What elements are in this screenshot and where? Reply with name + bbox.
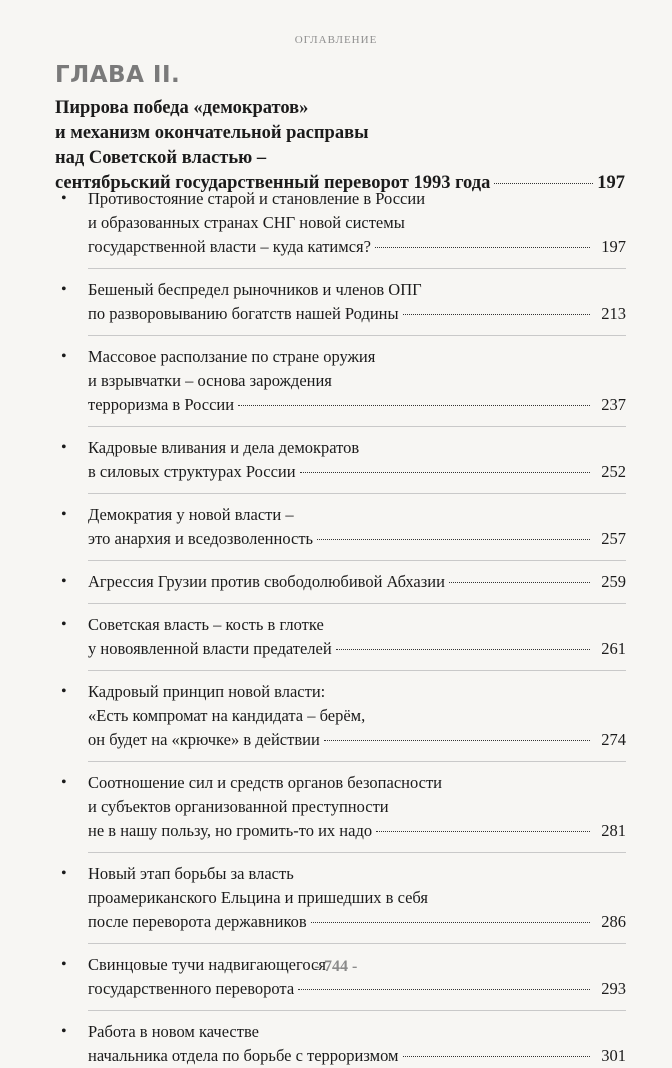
- bullet-icon: •: [61, 1023, 67, 1040]
- chapter-title-line: над Советской властью –: [55, 148, 267, 168]
- toc-entry-last-line: [78, 527, 626, 551]
- separator-line: [88, 943, 626, 944]
- toc-entry[interactable]: [61, 613, 626, 661]
- separator-line: [88, 268, 626, 269]
- toc-entry-line: государственной власти – куда катимся?: [88, 237, 371, 256]
- toc-page-number: 237: [601, 395, 626, 414]
- toc-separator: [78, 1010, 626, 1011]
- toc-entry[interactable]: [61, 862, 626, 934]
- toc-page-number: 259: [601, 572, 626, 591]
- toc-entry-line: Свинцовые тучи надвигающегося: [88, 955, 326, 974]
- dot-leader: [375, 247, 590, 248]
- toc-entry[interactable]: [61, 570, 626, 594]
- toc-entry[interactable]: [61, 771, 626, 843]
- toc-entry-last-line: [78, 393, 626, 417]
- separator-line: [88, 493, 626, 494]
- chapter-title: [55, 96, 625, 196]
- toc-entry-line: это анархия и вседозволенность: [88, 529, 314, 548]
- toc-entry-last-line: [78, 637, 626, 661]
- toc-page-number: 213: [601, 304, 626, 323]
- dot-leader: [336, 649, 590, 650]
- bullet-icon: •: [61, 956, 67, 973]
- dot-leader: [317, 539, 590, 540]
- toc-entry-line: Кадровый принцип новой власти:: [88, 682, 326, 701]
- toc-entry-line: он будет на «крючке» в действии: [88, 730, 320, 749]
- toc-entry-last-line: [78, 235, 626, 259]
- toc-entry-last-line: [78, 728, 626, 752]
- toc-page-number: 261: [601, 639, 626, 658]
- chapter-title-line: и механизм окончательной расправы: [55, 123, 369, 143]
- bullet-icon: •: [61, 573, 67, 590]
- toc-page-number: 257: [601, 529, 626, 548]
- toc-entry-last-line: [78, 460, 626, 484]
- toc-separator: [78, 761, 626, 762]
- separator-line: [88, 852, 626, 853]
- dot-leader: [494, 183, 593, 184]
- toc-page-number: 274: [601, 730, 626, 749]
- toc-separator: [78, 560, 626, 561]
- bullet-icon: •: [61, 774, 67, 791]
- toc-page-number: 293: [601, 979, 626, 998]
- toc-entry-last-line: [78, 570, 626, 594]
- chapter-title-line: сентябрьский государственный переворот 1993 года: [55, 173, 491, 193]
- dot-leader: [311, 922, 590, 923]
- toc-entry-line: у новоявленной власти предателей: [88, 639, 332, 658]
- toc-entry-line: Кадровые вливания и дела демократов: [88, 438, 360, 457]
- toc-entry[interactable]: [61, 278, 626, 326]
- dot-leader: [324, 740, 590, 741]
- chapter-page-number: 197: [597, 173, 625, 193]
- chapter-label: ГЛАВА II.: [55, 62, 181, 88]
- toc-separator: [78, 268, 626, 269]
- toc-separator: [78, 603, 626, 604]
- toc-entry[interactable]: [61, 503, 626, 551]
- toc-entry-line: и субъектов организованной преступности: [88, 797, 389, 816]
- toc-entry-line: начальника отдела по борьбе с терроризмом: [88, 1046, 399, 1065]
- toc-entry-line: Работа в новом качестве: [88, 1022, 259, 1041]
- running-head: ОГЛАВЛЕНИЕ: [294, 34, 378, 46]
- toc-entry-line: Бешеный беспредел рыночников и членов ОПГ: [88, 280, 422, 299]
- toc-entry-line: Агрессия Грузии против свободолюбивой Абхазии: [88, 572, 445, 591]
- toc-entry-line: Массовое расползание по стране оружия: [88, 347, 376, 366]
- toc-page-number: 197: [601, 237, 626, 256]
- toc-page-number: 281: [601, 821, 626, 840]
- dot-leader: [238, 405, 590, 406]
- toc-entry-line: после переворота державников: [88, 912, 307, 931]
- toc-separator: [78, 670, 626, 671]
- toc-entry-line: Советская власть – кость в глотке: [88, 615, 324, 634]
- toc-entry-line: «Есть компромат на кандидата – берём,: [88, 706, 366, 725]
- toc-entry-line: Противостояние старой и становление в России: [88, 189, 426, 208]
- separator-line: [88, 1010, 626, 1011]
- dot-leader: [403, 1056, 591, 1057]
- toc-entry-last-line: [78, 819, 626, 843]
- toc-entry-line: и взрывчатки – основа зарождения: [88, 371, 332, 390]
- separator-line: [88, 426, 626, 427]
- bullet-icon: •: [61, 439, 67, 456]
- bullet-icon: •: [61, 506, 67, 523]
- toc-entry-last-line: [78, 910, 626, 934]
- toc-entry-line: государственного переворота: [88, 979, 295, 998]
- dot-leader: [298, 989, 590, 990]
- dot-leader: [449, 582, 590, 583]
- separator-line: [88, 761, 626, 762]
- toc-entry[interactable]: [61, 345, 626, 417]
- dot-leader: [300, 472, 590, 473]
- toc-entry-last-line: [78, 1044, 626, 1068]
- toc-page-number: 301: [601, 1046, 626, 1065]
- bullet-icon: •: [61, 281, 67, 298]
- toc-entry-last-line: [78, 302, 626, 326]
- toc-entry-line: не в нашу пользу, но громить-то их надо: [88, 821, 373, 840]
- toc-entry-line: проамериканского Ельцина и пришедших в себя: [88, 888, 428, 907]
- toc-entry-last-line: [78, 977, 626, 1001]
- bullet-icon: •: [61, 348, 67, 365]
- toc-entry[interactable]: [61, 187, 626, 259]
- separator-line: [88, 603, 626, 604]
- toc-separator: [78, 943, 626, 944]
- bullet-icon: •: [61, 683, 67, 700]
- toc-separator: [78, 493, 626, 494]
- toc-entry-line: Демократия у новой власти –: [88, 505, 294, 524]
- toc-separator: [78, 426, 626, 427]
- separator-line: [88, 670, 626, 671]
- chapter-title-line: Пиррова победа «демократов»: [55, 98, 309, 118]
- toc-entry[interactable]: [61, 1020, 626, 1068]
- bullet-icon: •: [61, 616, 67, 633]
- toc-separator: [78, 335, 626, 336]
- toc-entry-line: терроризма в России: [88, 395, 235, 414]
- toc-entry-line: Соотношение сил и средств органов безопасности: [88, 773, 443, 792]
- toc-entry-line: в силовых структурах России: [88, 462, 296, 481]
- toc-page-number: 252: [601, 462, 626, 481]
- toc-separator: [78, 852, 626, 853]
- dot-leader: [376, 831, 590, 832]
- toc-entry-line: Новый этап борьбы за власть: [88, 864, 294, 883]
- toc-entry-line: и образованных странах СНГ новой системы: [88, 213, 405, 232]
- toc-entry-line: по разворовыванию богатств нашей Родины: [88, 304, 399, 323]
- separator-line: [88, 560, 626, 561]
- toc-entry[interactable]: [61, 436, 626, 484]
- bullet-icon: •: [61, 865, 67, 882]
- toc-entry[interactable]: [61, 680, 626, 752]
- separator-line: [88, 335, 626, 336]
- toc-list: [61, 187, 626, 1068]
- page-folio: - 744 -: [314, 958, 358, 975]
- bullet-icon: •: [61, 190, 67, 207]
- dot-leader: [403, 314, 590, 315]
- toc-page-number: 286: [601, 912, 626, 931]
